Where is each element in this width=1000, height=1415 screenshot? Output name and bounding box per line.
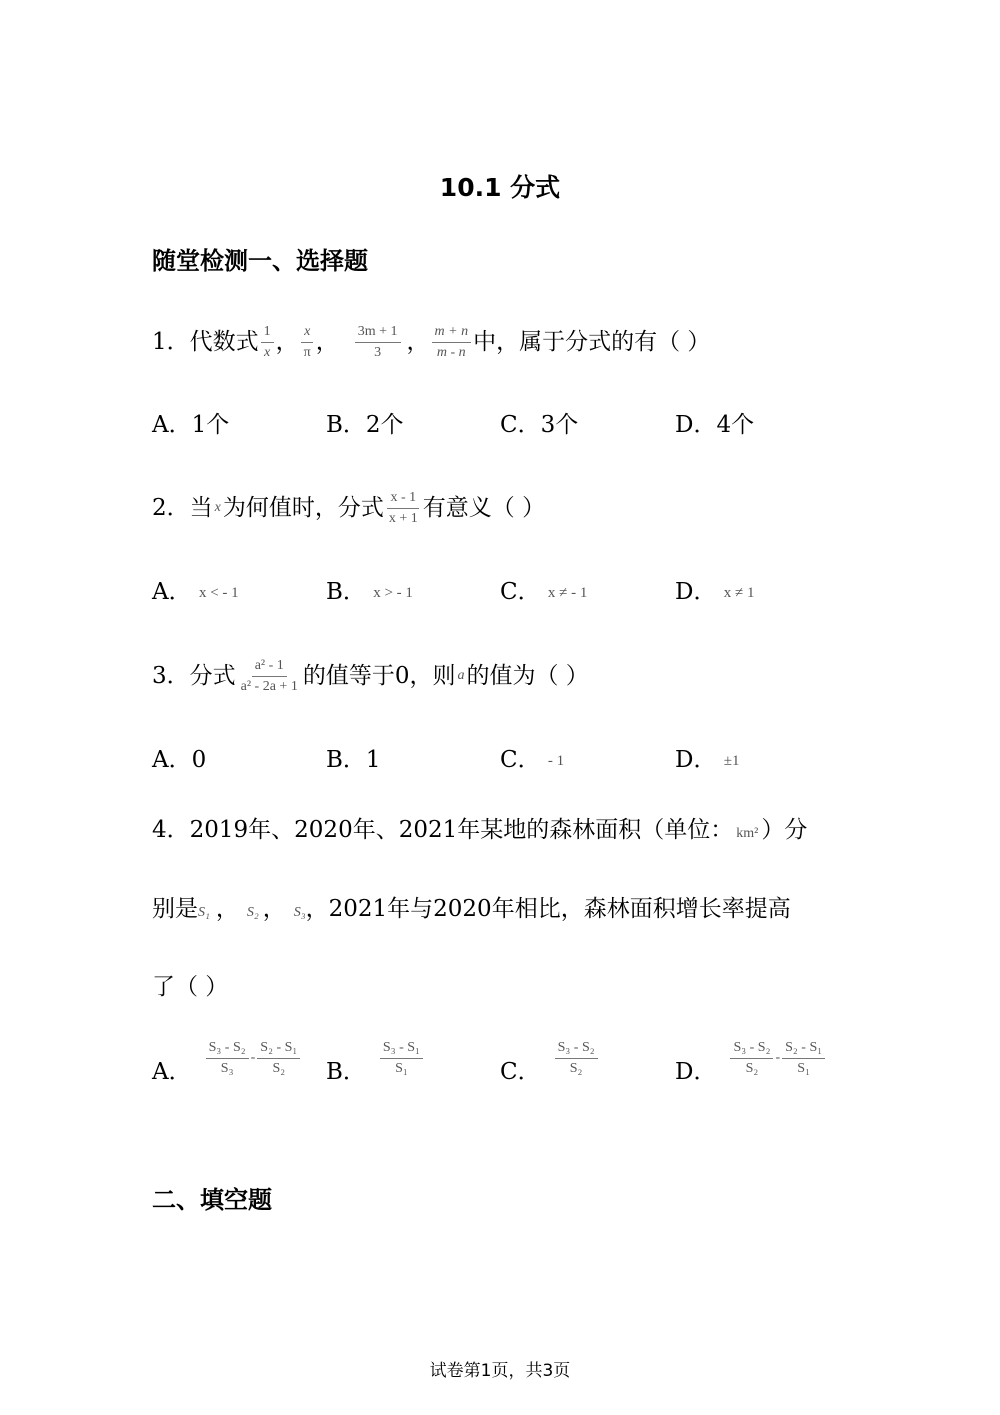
question-3-mid: 的值等于0，则: [302, 663, 456, 689]
page-title: 10.1 分式: [439, 173, 561, 202]
page-footer: 试卷第1页，共3页: [429, 1361, 571, 1381]
fraction-x-minus-1-over-x-plus-1: $\frac{x - 1}{x + 1}$: [388, 489, 418, 526]
q4-option-d[interactable]: D． $\frac{\text{S₃ - S₂}}{\text{S₂}}$ - $\frac{\text{S₂ - S₁}}{\text{S₁}}$: [675, 1030, 827, 1086]
question-1-suffix: 中，属于分式的有（ ）: [473, 329, 711, 355]
q2-option-b[interactable]: B． x > - 1: [326, 579, 413, 605]
q4-option-c[interactable]: C． $\frac{\text{S₃ - S₂}}{\text{S₂}}$: [500, 1030, 600, 1086]
fraction-x-over-pi: $\frac{x}{\pi}$: [301, 323, 314, 362]
variable-s3: S₃: [293, 905, 306, 920]
variable-s2: S₂: [246, 905, 259, 920]
q1-option-b[interactable]: B．2个: [326, 412, 404, 438]
fraction-3m-plus-1-over-3: $\frac{3m + 1}{3}$: [355, 323, 401, 362]
q2-option-d[interactable]: D． x ≠ 1: [675, 579, 755, 605]
q1-option-c[interactable]: C．3个: [500, 412, 579, 438]
q2-option-a[interactable]: A． x < - 1: [152, 579, 239, 605]
q3-option-d[interactable]: D． ±1: [675, 747, 740, 773]
variable-x: x: [214, 500, 221, 515]
fraction-1-over-x: $\frac{1}{x}$: [261, 323, 274, 362]
q1-option-d[interactable]: D．4个: [675, 412, 755, 438]
question-1: 1．代数式 $\frac{1}{x}$ ， $\frac{x}{\pi}$ ， $\frac{3m + 1}{3}$ ， $\frac{m + n}{m - n}$ 中，属于分式的有（ ）: [152, 323, 711, 360]
q3-option-c[interactable]: C． - 1: [500, 747, 565, 773]
q3-option-b[interactable]: B．1: [326, 747, 381, 773]
question-4-line-3: 了（ ）: [152, 974, 229, 1000]
q3-option-a[interactable]: A．0: [152, 747, 207, 773]
question-2-prefix: 2．当: [152, 495, 213, 521]
question-2: [152, 466, 545, 550]
question-2-suffix: 有意义（ ）: [422, 495, 546, 521]
variable-s1: S₁: [198, 905, 210, 920]
q4-option-b[interactable]: B． $\frac{\text{S₃ - S₁}}{\text{S₁}}$: [326, 1030, 425, 1086]
question-1-prefix: 1．代数式: [152, 329, 259, 355]
q1-option-a[interactable]: A．1个: [152, 412, 230, 438]
section-heading-choice: 随堂检测一、选择题: [152, 247, 368, 275]
question-4-line-2: 别是S₁ ， S₂ ， S₃，2021年与2020年相比，森林面积增长率提高: [152, 896, 791, 922]
section-heading-fill-in: 二、填空题: [152, 1186, 272, 1214]
q4-option-a[interactable]: A． $\frac{\text{S₃ - S₂}}{\text{S₃}}$ - $\frac{\text{S₂ - S₁}}{\text{S₂}}$: [152, 1030, 302, 1086]
question-2-mid: 为何值时，分式: [222, 495, 384, 521]
q2-option-c[interactable]: C． x ≠ - 1: [500, 579, 588, 605]
fraction-m-plus-n-over-m-minus-n: $\frac{m + n}{m - n}$: [432, 323, 472, 362]
question-3-suffix: 的值为（ ）: [466, 663, 589, 689]
unit-km2: km²: [736, 826, 759, 841]
variable-a: a: [457, 668, 465, 683]
question-3-prefix: 3．分式: [152, 663, 236, 689]
fraction-a2-minus-1-over-a2-minus-2a-plus-1: $\frac{\text{a² - 1}}{\text{a² - 2a + 1}}$: [240, 657, 298, 694]
question-4-line-1: 4．2019年、2020年、2021年某地的森林面积（单位： km² ）分: [152, 817, 808, 843]
question-3: [152, 634, 589, 718]
